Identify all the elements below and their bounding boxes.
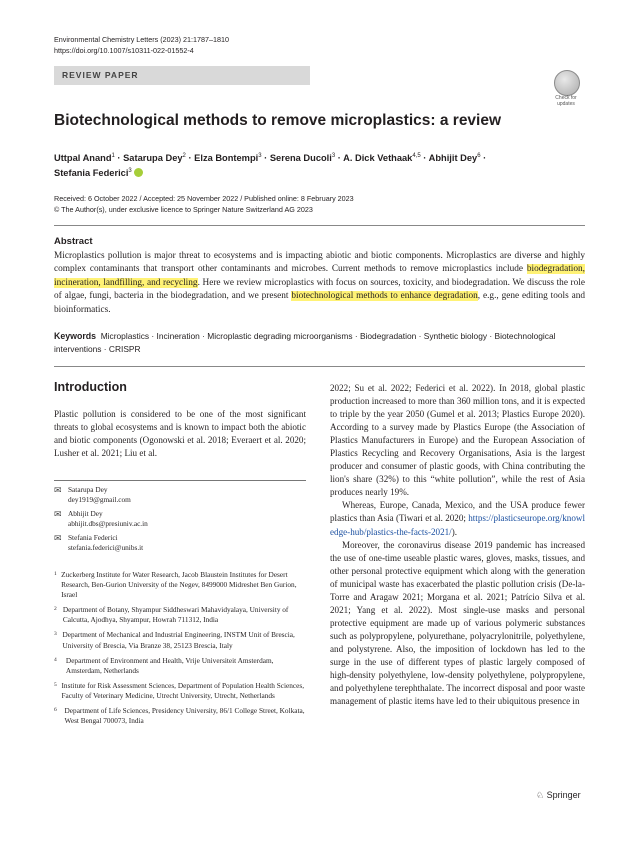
divider — [54, 225, 585, 226]
affiliation: 4 Department of Environment and Health, Vrije Universiteit Amsterdam, Amsterdam, Netherlands — [54, 655, 274, 675]
affiliation: 1 Zuckerberg Institute for Water Research, Jacob Blaustein Institutes for Desert Research, Ben-Gurion University of the Negev, 8499000 Midreshet Ben Gurion, Israel — [54, 570, 297, 600]
section-heading-introduction: Introduction — [54, 380, 127, 394]
paragraph: Moreover, the coronavirus disease 2019 pandemic has increased the use of one-time useable plastic wares, gloves, masks, tissues, and other personal protective equipment which along with the generation of municipal waste has exacerbated the plastic pollution crisis (De-la-Torre and Aragaw 2021; Morgana et al. 2021; Patrício Silva et al. 2021; Yang et al. 2022). Most single-use masks and personal protective equipment are made up of various polymeric substances such as polypropylene, polyurethane, polyacrylonitrile, polyethylene, and polystyrene. Also, the imposition of lockdown has led to the surge in the use of different types of plastic largely composed of high-density polyethylene, low-density polyethylene, polypropylene, and polyethylene terephthalate. The incorrect disposal and poor waste management of plastic items have led to their ubiquitous presence in — [330, 539, 585, 707]
author[interactable]: Satarupa Dey$^2$ — [123, 153, 186, 164]
publisher-logo — [536, 790, 581, 801]
affiliations — [54, 570, 306, 731]
paragraph: Plastic pollution is considered to be one of the most significant threats to global ecosystems and is known to impact both the abiotic and biotic components (Ogonowski et al. 2018; Everaert et al. 2020; Lusher et al. 2021; Liu et al. — [54, 409, 306, 459]
author[interactable]: Stefania Federici$^3$ — [54, 168, 132, 179]
check-updates-icon — [554, 70, 580, 96]
plasticseurope-link[interactable]: https://plasticseurope.org/knowledge-hub/plastics-the-facts-2021/ — [330, 513, 585, 537]
author-list: Uttpal Anand$^1$ · Satarupa Dey$^2$ · Elza Bontempi$^3$ · Serena Ducoli$^3$ · A. Dick Vethaak$^{4,5}$ · Abhijit Dey$^6$ · Stefania Federici$^3$ — [54, 153, 487, 179]
envelope-icon: ✉ — [54, 533, 62, 544]
correspondence-entry: ✉ Satarupa Dey dey1919@gmail.com — [54, 485, 131, 505]
doi-link[interactable]: https://doi.org/10.1007/s10311-022-01552-4 — [54, 46, 194, 55]
keywords-label: Keywords — [54, 331, 97, 341]
paragraph: Whereas, Europe, Canada, Mexico, and the USA produce fewer plastics than Asia (Tiwari et al. 2020; https://plasticseurope.org/knowledge-hub/plastics-the-facts-2021/). — [330, 500, 585, 537]
badge-line1: Check for — [555, 95, 577, 101]
copyright: © The Author(s), under exclusive licence to Springer Nature Switzerland AG 2023 — [54, 205, 313, 214]
left-column-text — [54, 408, 306, 460]
correspondence-entry: ✉ Abhijit Dey abhijit.dbs@presiuniv.ac.in — [54, 509, 148, 529]
email-link[interactable]: stefania.federici@unibs.it — [68, 543, 144, 553]
author[interactable]: A. Dick Vethaak$^{4,5}$ — [343, 153, 421, 164]
envelope-icon: ✉ — [54, 485, 62, 495]
publisher-name: Springer — [546, 790, 581, 800]
paragraph: 2022; Su et al. 2022; Federici et al. 2022). In 2018, global plastic production increased to more than 360 million tons, and it is expected to triple by the year 2050 (Gumel et al. 2013; Plastics Europe 2020). According to a survey made by Plastics Europe (the Association of Plastics Manufacturers in Europe) and the European Association of Plastics Recycling and Recovery Organisations, Asia is the largest producer and consumer of plastic goods, with China contributing the lion's share (32%) to this “white pollution”, while the rest of Asia produces nearly 19%. — [330, 383, 585, 498]
journal-citation: Environmental Chemistry Letters (2023) 21:1787–1810 — [54, 35, 229, 44]
author[interactable]: Serena Ducoli$^3$ — [269, 153, 336, 164]
right-column-text — [330, 382, 585, 708]
abstract-body: Microplastics pollution is major threat to ecosystems and is impacting abiotic and biotic components. Microplastics are diverse and highly complex contaminants that transport other contaminants and microbes. Current methods to remove microplastics include biodegradation, incineration, landfilling, and recycling. Here we review microplastics with focus on sources, toxicity, and biodegradation. We discuss the role of algae, fungi, bacteria in the biodegradation, and we present biotechnological methods to enhance degradation, e.g., gene editing tools and bioinformatics. — [54, 251, 586, 315]
email-link[interactable]: abhijit.dbs@presiuniv.ac.in — [68, 519, 148, 529]
abstract-heading: Abstract — [54, 236, 93, 247]
keywords — [54, 330, 585, 356]
highlight[interactable]: biodegradation, incineration, landfilling, and recycling — [54, 264, 585, 288]
badge-line2: updates — [557, 100, 575, 107]
author[interactable]: Abhijit Dey$^6$ — [428, 153, 481, 164]
orcid-icon[interactable] — [134, 168, 143, 177]
affiliation: 5 Institute for Risk Assessment Sciences, Department of Population Health Sciences, Faculty of Veterinary Medicine, Utrecht University, Utrecht, Netherlands — [54, 680, 305, 700]
journal-header — [54, 34, 229, 56]
affiliation: 3 Department of Mechanical and Industrial Engineering, INSTM Unit of Brescia, University of Brescia, Via Branze 38, 25123 Brescia, Italy — [54, 630, 295, 650]
article-type: REVIEW PAPER — [62, 70, 139, 80]
keywords-text: Microplastics · Incineration · Microplastic degrading microorganisms · Biodegradation · Synthetic biology · Biotechnological interventions · CRISPR — [54, 331, 556, 355]
correspondence-block — [54, 480, 306, 558]
email-link[interactable]: dey1919@gmail.com — [68, 495, 131, 505]
affiliation: 2 Department of Botany, Shyampur Siddheswari Mahavidyalaya, University of Calcutta, Ajodhya, Shyampur, Howrah 711312, India — [54, 605, 289, 625]
affiliation: 6 Department of Life Sciences, Presidency University, 86/1 College Street, Kolkata, West Bengal 700073, India — [54, 706, 305, 726]
check-for-updates-badge[interactable] — [548, 70, 584, 106]
author[interactable]: Uttpal Anand$^1$ — [54, 153, 115, 164]
author[interactable]: Elza Bontempi$^3$ — [194, 153, 262, 164]
envelope-icon: ✉ — [54, 509, 62, 520]
article-title: Biotechnological methods to remove microplastics: a review — [54, 112, 502, 129]
highlight[interactable]: biotechnological methods to enhance degradation — [291, 291, 478, 302]
divider — [54, 366, 585, 367]
springer-horse-icon: ♘ — [536, 790, 545, 800]
history-dates: Received: 6 October 2022 / Accepted: 25 November 2022 / Published online: 8 February 2023 — [54, 194, 354, 203]
correspondence-entry: ✉ Stefania Federici stefania.federici@unibs.it — [54, 533, 144, 553]
article-dates — [54, 193, 354, 215]
